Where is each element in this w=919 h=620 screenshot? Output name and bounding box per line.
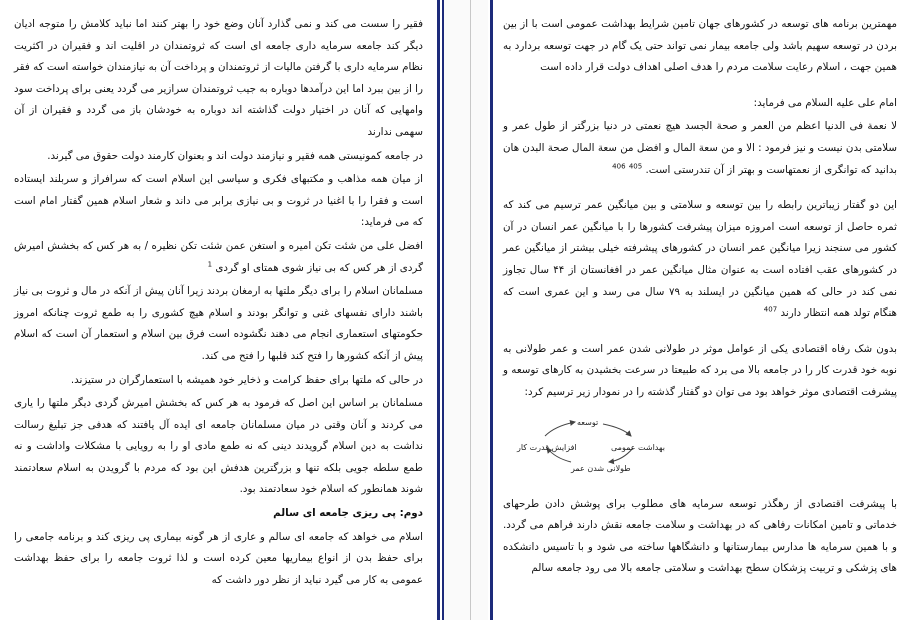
document-page-left: [0, 0, 435, 620]
diagram-node-public-health: بهداشت عمومی: [611, 442, 665, 452]
paragraph: [503, 195, 897, 325]
paragraph: اسلام می خواهد که جامعه ای سالم و عاری از هر گونه بیماری پی ریزی کند و برنامه جامعی را برای حفظ بدن از انواع بیماریها معین کرده است و لذا ثروت جامعه را برای حفظ بهداشت عمومی به کار می گیرد نباید از نظر دور داشت که: [14, 530, 423, 586]
page-gutter: [444, 0, 488, 620]
paragraph: با پیشرفت اقتصادی از رهگذر توسعه سرمایه های مطلوب برای پوشش دادن طرحهای خدماتی و تامین امکانات رفاهی که در بهداشت و سلامت جامعه نقش دارند فراهم می گردد. و با همین سرمایه ها مدارس بیمارستانها و دانشگاهها ساخته می شود و با تاسیس دانشکده های پزشکی و تربیت پزشکان سطح بهداشت و سلامتی جامعه بالا می رود جامعه سالم: [503, 497, 897, 575]
page-text: [14, 14, 423, 593]
paragraph: مسلمانان بر اساس این اصل که فرمود به هر کس که بخشش امیرش گردی دیگر ملتها را یاری می کردند و آنان وقتی در میان مسلمانان جامعه ای ایده آل یافتند که هدفی جز تبلیغ رسالت نداشت به دین اسلام گرویدند دینی که نه طمع مادی او را به رویایی با مشکلات واداشت و نه طمع سلطه جویی بلکه تنها و بزرگترین هدفش این بود که مردم با گرویدن به اسلام سعادتمند شوند همانطور که اسلام خود سعادتمند بود.: [14, 397, 423, 496]
footnote-marker: 407: [763, 305, 778, 314]
page-text: [503, 14, 897, 582]
diagram-node-work-capacity: افزایش قدرت کار: [517, 442, 577, 452]
quote-paragraph: [14, 236, 423, 279]
paragraph: بدون شک رفاه اقتصادی یکی از عوامل موثر در طولانی شدن عمر است و عمر طولانی به نوبه خود قدرت کار را در جامعه بالا می برد که طبیعتا در سرعت بخشیدن به کارهای توسعه و پیشرفت اقتصادی موثر خواهد بود می توان دو گفتار گذشته را در نمودار زیر ترسیم کرد:: [503, 342, 897, 398]
page-edge-line: [470, 0, 471, 620]
paragraph: مهمترین برنامه های توسعه در کشورهای جهان تامین شرایط بهداشت عمومی است با از بین بردن در توسعه سهیم باشد ولی جامعه بیمار نمی تواند حتی یک گام در جهت توسعه بردارد به همین جهت ، اسلام رعایت سلامت مردم را هدف اصلی اهداف دولت قرار داده است: [503, 18, 897, 74]
quote-text: افضل علی من شئت تکن امیره و استغن عمن شئت تکن نظیره / به هر کس که بخشش امیرش گردی از هر کس که بی نیاز شوی همتای او گردی: [14, 239, 423, 274]
paragraph-text: این دو گفتار زیباترین رابطه را بین توسعه و سلامتی و بین میانگین عمر ترسیم می کند که ثمره حاصل از توسعه است امروزه میزان پیشرفت کشورها را با میانگین عمر انسان در آن کشور می سنجند زیرا میانگین عمر انسان در کشورهای پیشرفته خیلی بیشتر از میانگین عمر در کشورهای عقب افتاده است به عنوان مثال میانگین عمر در افغانستان از ۴۴ سال تجاوز نمی کند در حالی که همین میانگین در ایسلند به ۷۹ سال می رسد و این عمری است که هنگام تولد همه انتظار دارند: [503, 199, 897, 320]
paragraph: در جامعه کمونیستی همه فقیر و نیازمند دولت اند و بعنوان کارمند دولت حقوق می گیرند.: [47, 149, 423, 162]
paragraph: امام علی علیه السلام می فرماید:: [753, 96, 897, 109]
paragraph: [503, 116, 897, 181]
diagram-node-longevity: طولانی شدن عمر: [571, 463, 631, 473]
page-edge-divider: [490, 0, 493, 620]
document-page-right: [497, 0, 919, 620]
paragraph: از میان همه مذاهب و مکتبهای فکری و سیاسی این اسلام است که سرافراز و سربلند ایستاده است و فقرا را با اغنیا در ثروت و بی نیازی برابر می داند و شعار اسلام همین گفتار امام است که می فرماید:: [14, 173, 423, 229]
page-edge-divider: [437, 0, 440, 620]
paragraph: مسلمانان اسلام را برای دیگر ملتها به ارمغان بردند زیرا آنان پیش از آنکه در مال و ثروت بی نیاز باشند دارای نفسهای غنی و توانگر بودند و اسلام هیچ کشوری را به طمع ثروت چنانکه امروز حکومتهای استعماری انجام می دهند نگشوده است فرق بین اسلام و استعمار آن است که اسلام پیش از آنکه کشورها را فتح کند قلبها را فتح می کند.: [14, 285, 423, 362]
footnote-marker: 1: [207, 260, 213, 269]
section-heading: دوم: پی ریزی جامعه ای سالم: [273, 507, 423, 520]
diagram-node-development: توسعه: [577, 417, 599, 427]
paragraph: فقیر را سست می کند و نمی گذارد آنان وضع خود را بهتر کنند اما نباید کلامش را متوجه ادیان دیگر کند جامعه سرمایه داری جامعه ای است که ثروتمندان در اقلیت اند و فقیران در اکثریت نظام سرمایه داری با گرفتن مالیات از ثروتمندان و پرداخت آن به نیازمندان خواسته است که فقر را از بین ببرد اما این درآمدها دوباره به جیب ثروتمندان سرازیر می گردد یعنی برای پرداخت سود وامهایی که آنان در اختیار دولت گذاشته اند دوباره به خودشان باز می گردد و فقیران از آن سهمی ندارند: [14, 18, 423, 138]
cycle-diagram: [515, 410, 665, 472]
paragraph: در حالی که ملتها برای حفظ کرامت و ذخایر خود همیشه با استعمارگران در ستیزند.: [70, 373, 423, 386]
footnote-marker: 405: [628, 162, 643, 171]
paragraph-text: لا نعمة فی الدنیا اعظم من العمر و صحة الجسد هیچ نعمتی در دنیا بزرگتر از طول عمر و سلامتی بدن نیست و نیز فرمود : الا و من سعة المال و افضل من سعة المال صحة البدن هان بدانید که توانگری از نعمتهاست و بهتر از آن تندرستی است.: [503, 120, 897, 176]
footnote-marker: 406: [612, 162, 626, 171]
